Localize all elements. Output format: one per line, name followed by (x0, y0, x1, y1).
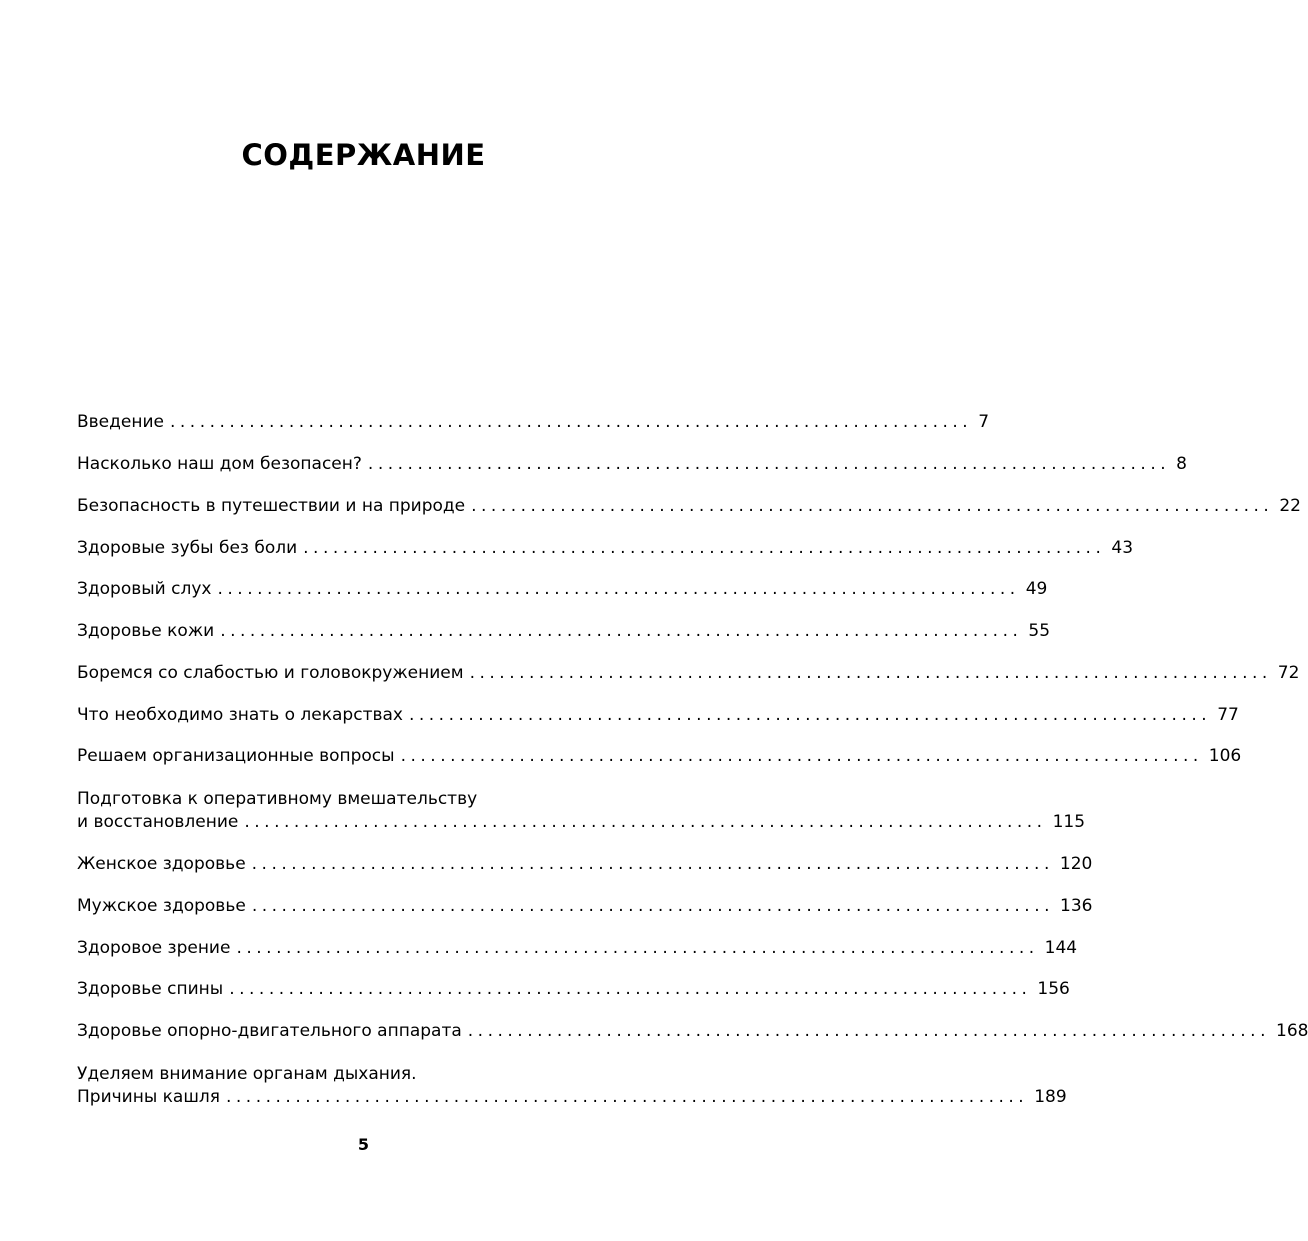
toc-entry-title: Здоровье кожи (77, 621, 215, 641)
toc-entry-skin (77, 620, 1051, 643)
dot-leader: ................................................................................. (408, 705, 1212, 725)
toc-entry-back (77, 978, 1070, 1001)
dot-leader: ................................................................................. (367, 454, 1171, 474)
toc-entry-mens-health (77, 895, 1093, 918)
dot-leader: ................................................................................. (251, 896, 1055, 916)
toc-entry-title: и восстановление (77, 812, 239, 832)
toc-entry-title: Здоровье спины (77, 979, 224, 999)
toc-entry-vision (77, 937, 1078, 960)
toc-entry-title: Здоровое зрение (77, 938, 231, 958)
toc-entry-title: Причины кашля (77, 1087, 220, 1107)
toc-entry-respiratory (77, 1063, 1067, 1109)
dot-leader: ................................................................................. (244, 812, 1047, 832)
page-title: СОДЕРЖАНИЕ (241, 138, 486, 172)
toc-entry-title: Женское здоровье (77, 854, 246, 874)
toc-entry-title: Здоровые зубы без боли (77, 538, 298, 558)
toc-entry-page: 168 (1276, 1021, 1308, 1041)
toc-entry-home-safety (77, 453, 1187, 476)
toc-entry-musculoskeletal (77, 1020, 1308, 1043)
page-number: 5 (357, 1135, 370, 1154)
toc-entry-page: 120 (1059, 854, 1093, 874)
toc-entry-page: 55 (1028, 621, 1051, 641)
dot-leader: ................................................................................. (226, 1087, 1029, 1107)
toc-entry-title: Насколько наш дом безопасен? (77, 454, 362, 474)
toc-entry-title: Здоровый слух (77, 579, 212, 599)
dot-leader: ................................................................................. (169, 412, 973, 432)
toc-entry-title: Что необходимо знать о лекарствах (77, 705, 403, 725)
toc-entry-page: 72 (1277, 663, 1300, 683)
toc-entry-page: 189 (1034, 1087, 1067, 1107)
toc-entry-page: 136 (1060, 896, 1093, 916)
toc-entry-travel-safety (77, 495, 1301, 518)
toc-entry-introduction (77, 411, 990, 434)
dot-leader: ................................................................................. (217, 579, 1020, 599)
toc-entry-page: 144 (1044, 938, 1078, 958)
dot-leader: ................................................................................. (471, 496, 1274, 516)
dot-leader: ................................................................................. (236, 938, 1039, 958)
dot-leader: ................................................................................. (229, 979, 1032, 999)
toc-entry-page: 115 (1052, 812, 1086, 832)
dot-leader: ................................................................................. (469, 663, 1272, 683)
toc-entry-surgery (77, 788, 1086, 834)
toc-entry-page: 7 (978, 412, 990, 432)
dot-leader: ................................................................................. (220, 621, 1023, 641)
dot-leader: ................................................................................. (400, 746, 1203, 766)
toc-entry-title-line1: Подготовка к оперативному вмешательству (77, 789, 478, 809)
toc-entry-page: 49 (1025, 579, 1048, 599)
toc-entry-medicines (77, 704, 1239, 727)
toc-entry-page: 156 (1037, 979, 1070, 999)
toc-entry-title: Здоровье опорно-двигательного аппарата (77, 1021, 462, 1041)
toc-entry-hearing (77, 578, 1048, 601)
dot-leader: ................................................................................. (251, 854, 1054, 874)
toc-entry-title: Решаем организационные вопросы (77, 746, 395, 766)
toc-entry-page: 8 (1176, 454, 1187, 474)
dot-leader: ................................................................................. (303, 538, 1106, 558)
toc-entry-page: 77 (1217, 705, 1239, 725)
toc-entry-dizziness (77, 662, 1300, 685)
toc-entry-title: Мужское здоровье (77, 896, 246, 916)
toc-entry-title-line1: Уделяем внимание органам дыхания. (77, 1064, 417, 1084)
toc-entry-title: Введение (77, 412, 164, 432)
toc-entry-organizational (77, 745, 1242, 768)
toc-entry-page: 22 (1279, 496, 1301, 516)
toc-entry-teeth (77, 537, 1134, 560)
toc-entry-page: 106 (1208, 746, 1242, 766)
toc-entry-title: Безопасность в путешествии и на природе (77, 496, 466, 516)
toc-entry-womens-health (77, 853, 1093, 876)
toc-entry-page: 43 (1111, 538, 1134, 558)
dot-leader: ................................................................................. (467, 1021, 1270, 1041)
toc-entry-title: Боремся со слабостью и головокружением (77, 663, 464, 683)
